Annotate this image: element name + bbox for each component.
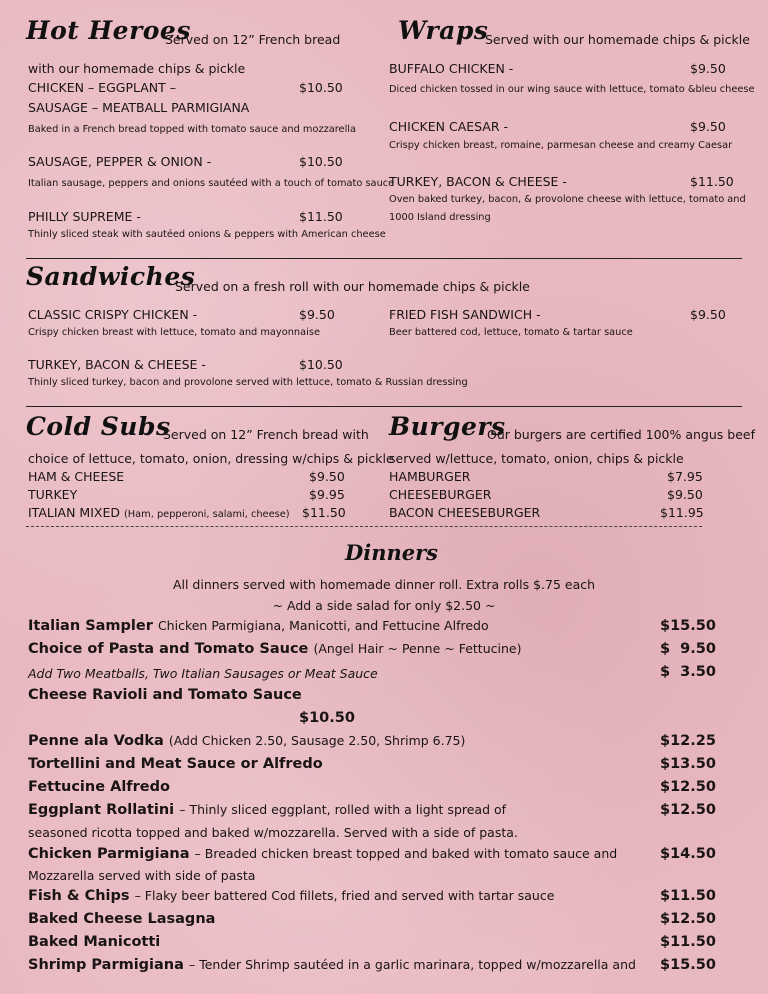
dinner-item-price: $11.50 [660, 888, 716, 904]
menu-item-price: $9.50 [690, 119, 726, 134]
menu-item-price: $9.50 [690, 307, 726, 322]
dinner-item [28, 802, 506, 818]
menu-item-price: $9.95 [309, 487, 345, 502]
dinner-item-name: Fish & Chips [28, 888, 130, 904]
wraps-subtitle: Served with our homemade chips & pickle [485, 32, 750, 47]
menu-item-name-text: ITALIAN MIXED [28, 505, 120, 520]
dinner-item-price: $15.50 [660, 618, 716, 634]
menu-item-description: Thinly sliced steak with sautéed onions & peppers with American cheese [28, 229, 386, 240]
dinners-salad-note: ~ Add a side salad for only $2.50 ~ [272, 598, 496, 613]
menu-item-name: CHICKEN CAESAR - [389, 119, 509, 134]
burgers-title: Burgers [389, 412, 506, 441]
menu-item-price: $9.50 [690, 61, 726, 76]
dinner-item-price: $15.50 [660, 957, 716, 973]
menu-item-price: $10.50 [299, 80, 343, 95]
menu-item-name: TURKEY, BACON & CHEESE - [389, 174, 567, 189]
menu-item-price: $9.50 [309, 469, 345, 484]
dinner-item-name: Tortellini and Meat Sauce or Alfredo [28, 756, 323, 772]
sandwiches-title: Sandwiches [26, 262, 196, 291]
menu-item-price: $11.50 [690, 174, 734, 189]
menu-item-price: $9.50 [667, 487, 703, 502]
dinner-item-name: Choice of Pasta and Tomato Sauce [28, 641, 309, 657]
menu-item-name [28, 505, 290, 520]
dinner-item-details: (Add Chicken 2.50, Sausage 2.50, Shrimp 6.75) [168, 733, 466, 748]
burgers-subtitle: Our burgers are certified 100% angus beef [487, 427, 755, 442]
section-divider [26, 258, 742, 259]
dinner-item [28, 888, 554, 904]
dinner-item-price: $10.50 [299, 710, 355, 726]
dinners-info: All dinners served with homemade dinner roll. Extra rolls $.75 each [172, 577, 596, 592]
menu-item-name: FRIED FISH SANDWICH - [389, 307, 541, 322]
menu-item-name: HAM & CHEESE [28, 469, 125, 484]
menu-item-description: Thinly sliced turkey, bacon and provolone served with lettuce, tomato & Russian dressing [28, 377, 468, 388]
dinner-item-price: $13.50 [660, 756, 716, 772]
dinner-item-price: $14.50 [660, 846, 716, 862]
dinner-item-details: Mozzarella served with side of pasta [28, 868, 256, 883]
cold-subs-title: Cold Subs [26, 412, 171, 441]
menu-item-price: $11.50 [299, 209, 343, 224]
menu-item-description: Crispy chicken breast, romaine, parmesan cheese and creamy Caesar [389, 140, 733, 151]
dinner-item-price: $12.50 [660, 779, 716, 795]
menu-item-name: SAUSAGE – MEATBALL PARMIGIANA [28, 100, 250, 115]
dinner-item-name: Italian Sampler [28, 618, 153, 634]
menu-item-description: Italian sausage, peppers and onions sautéed with a touch of tomato sauce [28, 178, 395, 189]
dinner-item-details: seasoned ricotta topped and baked w/mozzarella. Served with a side of pasta. [28, 825, 518, 840]
menu-item-name: CHEESEBURGER [389, 487, 492, 502]
dinner-item-price: $ 9.50 [660, 641, 716, 657]
cold-subs-subtitle: Served on 12” French bread with [163, 427, 369, 442]
dinner-item-details: (Angel Hair ~ Penne ~ Fettucine) [313, 641, 522, 656]
menu-item-name: TURKEY [28, 487, 78, 502]
wraps-title: Wraps [398, 16, 489, 45]
dinner-item [28, 733, 465, 749]
menu-item-price: $11.50 [302, 505, 346, 520]
dashed-divider [26, 526, 702, 527]
menu-item-description: Oven baked turkey, bacon, & provolone cheese with lettuce, tomato and [389, 194, 746, 205]
dinner-item [28, 618, 489, 634]
menu-item-name: TURKEY, BACON & CHEESE - [28, 357, 206, 372]
dinner-item [28, 846, 617, 862]
hot-heroes-title: Hot Heroes [26, 16, 191, 45]
burgers-subtitle-2: served w/lettuce, tomato, onion, chips & pickle [389, 451, 684, 466]
dinner-item-name: Chicken Parmigiana [28, 846, 190, 862]
dinner-item-price: $12.25 [660, 733, 716, 749]
dinner-item-name: Penne ala Vodka [28, 733, 164, 749]
dinner-item-price: $12.50 [660, 911, 716, 927]
section-divider [26, 406, 742, 407]
sandwiches-subtitle: Served on a fresh roll with our homemade chips & pickle [175, 279, 530, 294]
menu-item-name: BACON CHEESEBURGER [389, 505, 541, 520]
dinner-item-price: $11.50 [660, 934, 716, 950]
menu-item-name: SAUSAGE, PEPPER & ONION - [28, 154, 212, 169]
dinner-item [28, 641, 521, 657]
dinner-item-name: Eggplant Rollatini [28, 802, 175, 818]
dinner-item-name: Baked Manicotti [28, 934, 161, 950]
menu-item-description: Beer battered cod, lettuce, tomato & tartar sauce [389, 327, 633, 338]
hot-heroes-subtitle-2: with our homemade chips & pickle [28, 61, 246, 76]
dinner-item-details: – Flaky beer battered Cod fillets, fried and served with tartar sauce [134, 888, 555, 903]
menu-item-description: Baked in a French bread topped with tomato sauce and mozzarella [28, 124, 357, 135]
dinners-title: Dinners [345, 540, 438, 565]
dinner-item [28, 957, 636, 973]
menu-item-name: CHICKEN – EGGPLANT – [28, 80, 177, 95]
menu-item-price: $7.95 [667, 469, 703, 484]
dinner-item-name: Shrimp Parmigiana [28, 957, 184, 973]
menu-item-name: BUFFALO CHICKEN - [389, 61, 514, 76]
dinner-item-price: $12.50 [660, 802, 716, 818]
dinner-item-details: – Thinly sliced eggplant, rolled with a light spread of [179, 802, 507, 817]
menu-item-name: PHILLY SUPREME - [28, 209, 141, 224]
cold-subs-subtitle-2: choice of lettuce, tomato, onion, dressing w/chips & pickle [28, 451, 394, 466]
menu-item-name: HAMBURGER [389, 469, 471, 484]
dinner-item-name: Cheese Ravioli and Tomato Sauce [28, 687, 302, 703]
dinner-item-name: Baked Cheese Lasagna [28, 911, 216, 927]
menu-item-price: $11.95 [660, 505, 704, 520]
dinner-item-details: – Breaded chicken breast topped and baked with tomato sauce and [194, 846, 618, 861]
menu-item-price: $10.50 [299, 154, 343, 169]
hot-heroes-subtitle: Served on 12” French bread [165, 32, 341, 47]
dinner-item-details: – Tender Shrimp sautéed in a garlic marinara, topped w/mozzarella and [188, 957, 636, 972]
dinner-item-details: Chicken Parmigiana, Manicotti, and Fettucine Alfredo [157, 618, 489, 633]
menu-item-price: $10.50 [299, 357, 343, 372]
menu-item-description: Crispy chicken breast with lettuce, tomato and mayonnaise [28, 327, 320, 338]
menu-item-description: 1000 Island dressing [389, 212, 491, 223]
menu-item-note: (Ham, pepperoni, salami, cheese) [123, 509, 290, 520]
dinner-item-name: Fettucine Alfredo [28, 779, 170, 795]
dinner-item-price: $ 3.50 [660, 664, 716, 680]
menu-item-price: $9.50 [299, 307, 335, 322]
menu-item-description: Diced chicken tossed in our wing sauce with lettuce, tomato &bleu cheese [389, 84, 755, 95]
menu-item-name: CLASSIC CRISPY CHICKEN - [28, 307, 198, 322]
dinner-addon: Add Two Meatballs, Two Italian Sausages or Meat Sauce [28, 666, 378, 681]
